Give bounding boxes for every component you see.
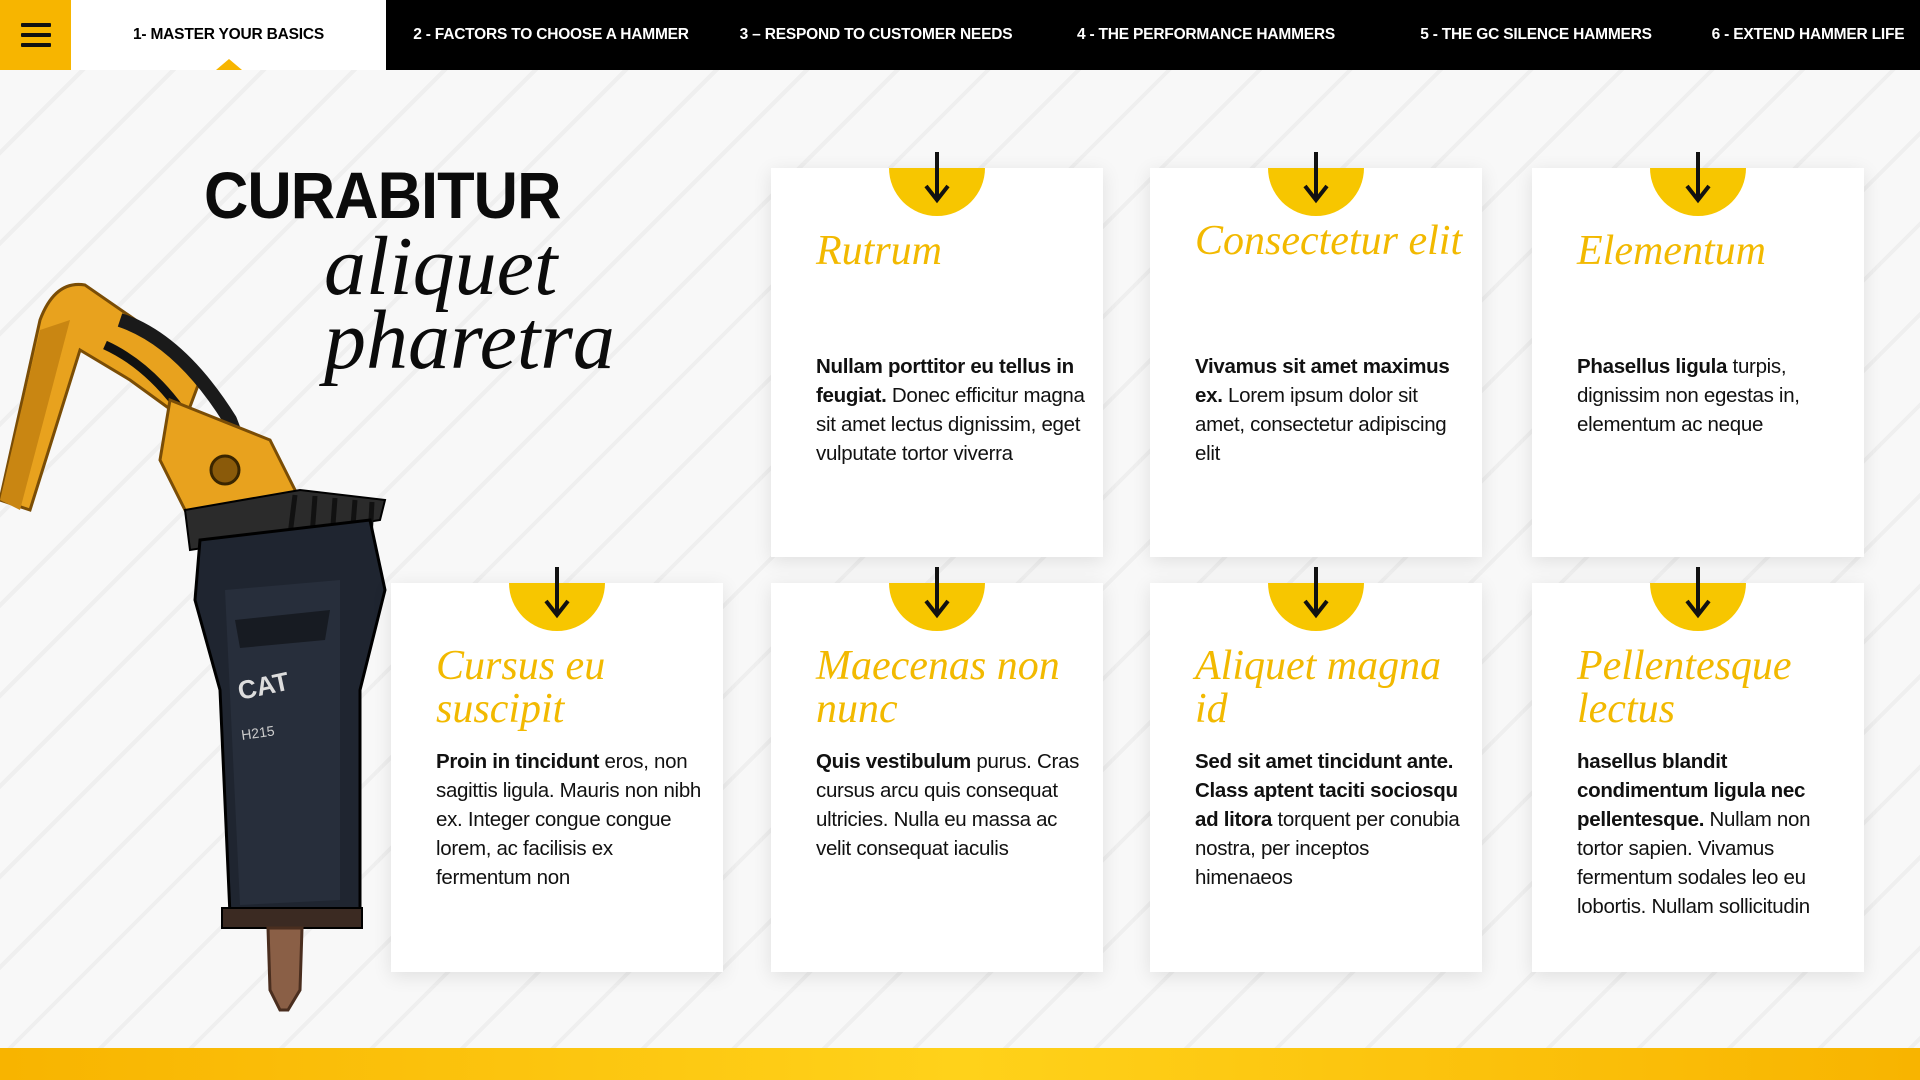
card-title: Cursus eu suscipit	[436, 643, 606, 732]
card-title: Rutrum	[816, 228, 942, 274]
card-title: Pellentesque lectus	[1577, 643, 1792, 732]
tab-label: 6 - EXTEND HAMMER LIFE	[1711, 26, 1905, 43]
page-heading	[204, 158, 615, 387]
top-navigation	[0, 0, 1920, 70]
tab-extend-hammer-life[interactable]	[1696, 0, 1920, 70]
card-body	[436, 747, 706, 892]
card-body	[1577, 352, 1847, 439]
info-card-rutrum	[771, 168, 1103, 557]
tab-performance-hammers[interactable]	[1036, 0, 1376, 70]
menu-bar	[21, 43, 51, 47]
tab-label: 2 - FACTORS TO CHOOSE A HAMMER	[413, 26, 689, 43]
arrow-down-icon	[1302, 152, 1330, 204]
card-body-text: turpis, dignissim non egestas in, elementum ac neque	[1577, 355, 1800, 436]
card-tab	[509, 583, 605, 631]
card-body	[1577, 747, 1847, 921]
menu-bar	[21, 23, 51, 27]
tab-label: 3 – RESPOND TO CUSTOMER NEEDS	[739, 26, 1013, 43]
card-body-text: Donec efficitur magna sit amet lectus dignissim, eget vulputate tortor viverra	[816, 384, 1085, 465]
hamburger-menu-icon[interactable]	[0, 0, 71, 70]
info-card-maecenas-non-nunc	[771, 583, 1103, 972]
card-title: Consectetur elit	[1195, 218, 1463, 264]
tab-gc-silence-hammers[interactable]	[1376, 0, 1696, 70]
card-tab	[1650, 583, 1746, 631]
brand-logo: CAT	[235, 665, 292, 706]
info-card-consectetur-elit	[1150, 168, 1482, 557]
card-tab	[1650, 168, 1746, 216]
tab-label: 4 - THE PERFORMANCE HAMMERS	[1076, 26, 1336, 43]
card-tab	[1268, 583, 1364, 631]
card-tab	[889, 583, 985, 631]
card-title: Aliquet magna id	[1195, 643, 1442, 732]
card-body-text: Nullam non tortor sapien. Vivamus fermentum sodales leo eu lobortis. Nullam sollicitudin	[1577, 808, 1811, 918]
tab-master-your-basics[interactable]	[71, 0, 386, 70]
info-card-elementum	[1532, 168, 1864, 557]
card-body-bold: Proin in tincidunt	[436, 750, 600, 773]
card-body-bold: hasellus blandit condimentum ligula nec pellentesque.	[1577, 750, 1806, 831]
model-label: H215	[240, 722, 276, 743]
card-body-bold: Nullam porttitor eu tellus in feugiat.	[816, 355, 1074, 407]
card-body-bold: Vivamus sit amet maximus ex.	[1195, 355, 1450, 407]
card-body	[1195, 747, 1465, 892]
card-body-text: purus. Cras cursus arcu quis consequat ultricies. Nulla eu massa ac velit consequat iaculis	[816, 750, 1080, 860]
arrow-down-icon	[1684, 567, 1712, 619]
card-tab	[1268, 168, 1364, 216]
tab-factors-to-choose[interactable]	[386, 0, 716, 70]
card-body-text: Lorem ipsum dolor sit amet, consectetur adipiscing elit	[1195, 384, 1447, 465]
card-body-bold: Sed sit amet tincidunt ante. Class aptent taciti sociosqu ad litora	[1195, 750, 1458, 831]
heading-line-aliquet: aliquet	[324, 220, 558, 313]
arrow-down-icon	[923, 567, 951, 619]
tab-respond-to-customer[interactable]	[716, 0, 1036, 70]
heading-line-curabitur: CURABITUR	[204, 158, 561, 232]
card-title: Maecenas non nunc	[816, 643, 1060, 732]
tab-label: 5 - THE GC SILENCE HAMMERS	[1420, 26, 1652, 43]
arrow-down-icon	[923, 152, 951, 204]
info-card-pellentesque-lectus	[1532, 583, 1864, 972]
card-body-text: torquent per conubia nostra, per inceptos himenaeos	[1195, 808, 1460, 889]
card-body	[1195, 352, 1465, 468]
card-title: Elementum	[1577, 228, 1766, 274]
card-body	[816, 747, 1086, 863]
card-body-bold: Phasellus ligula	[1577, 355, 1728, 378]
info-card-aliquet-magna-id	[1150, 583, 1482, 972]
arrow-down-icon	[1302, 567, 1330, 619]
arrow-down-icon	[1684, 152, 1712, 204]
card-tab	[889, 168, 985, 216]
card-body-text: eros, non sagittis ligula. Mauris non nibh ex. Integer congue congue lorem, ac facilisis ex fermentum non	[436, 750, 702, 889]
arrow-down-icon	[543, 567, 571, 619]
heading-line-pharetra: pharetra	[324, 294, 615, 387]
card-body	[816, 352, 1086, 468]
menu-bar	[21, 33, 51, 37]
tab-label: 1- MASTER YOUR BASICS	[132, 26, 324, 43]
info-card-cursus-eu-suscipit	[391, 583, 723, 972]
card-body-bold: Quis vestibulum	[816, 750, 971, 773]
bottom-accent-bar	[0, 1048, 1920, 1080]
